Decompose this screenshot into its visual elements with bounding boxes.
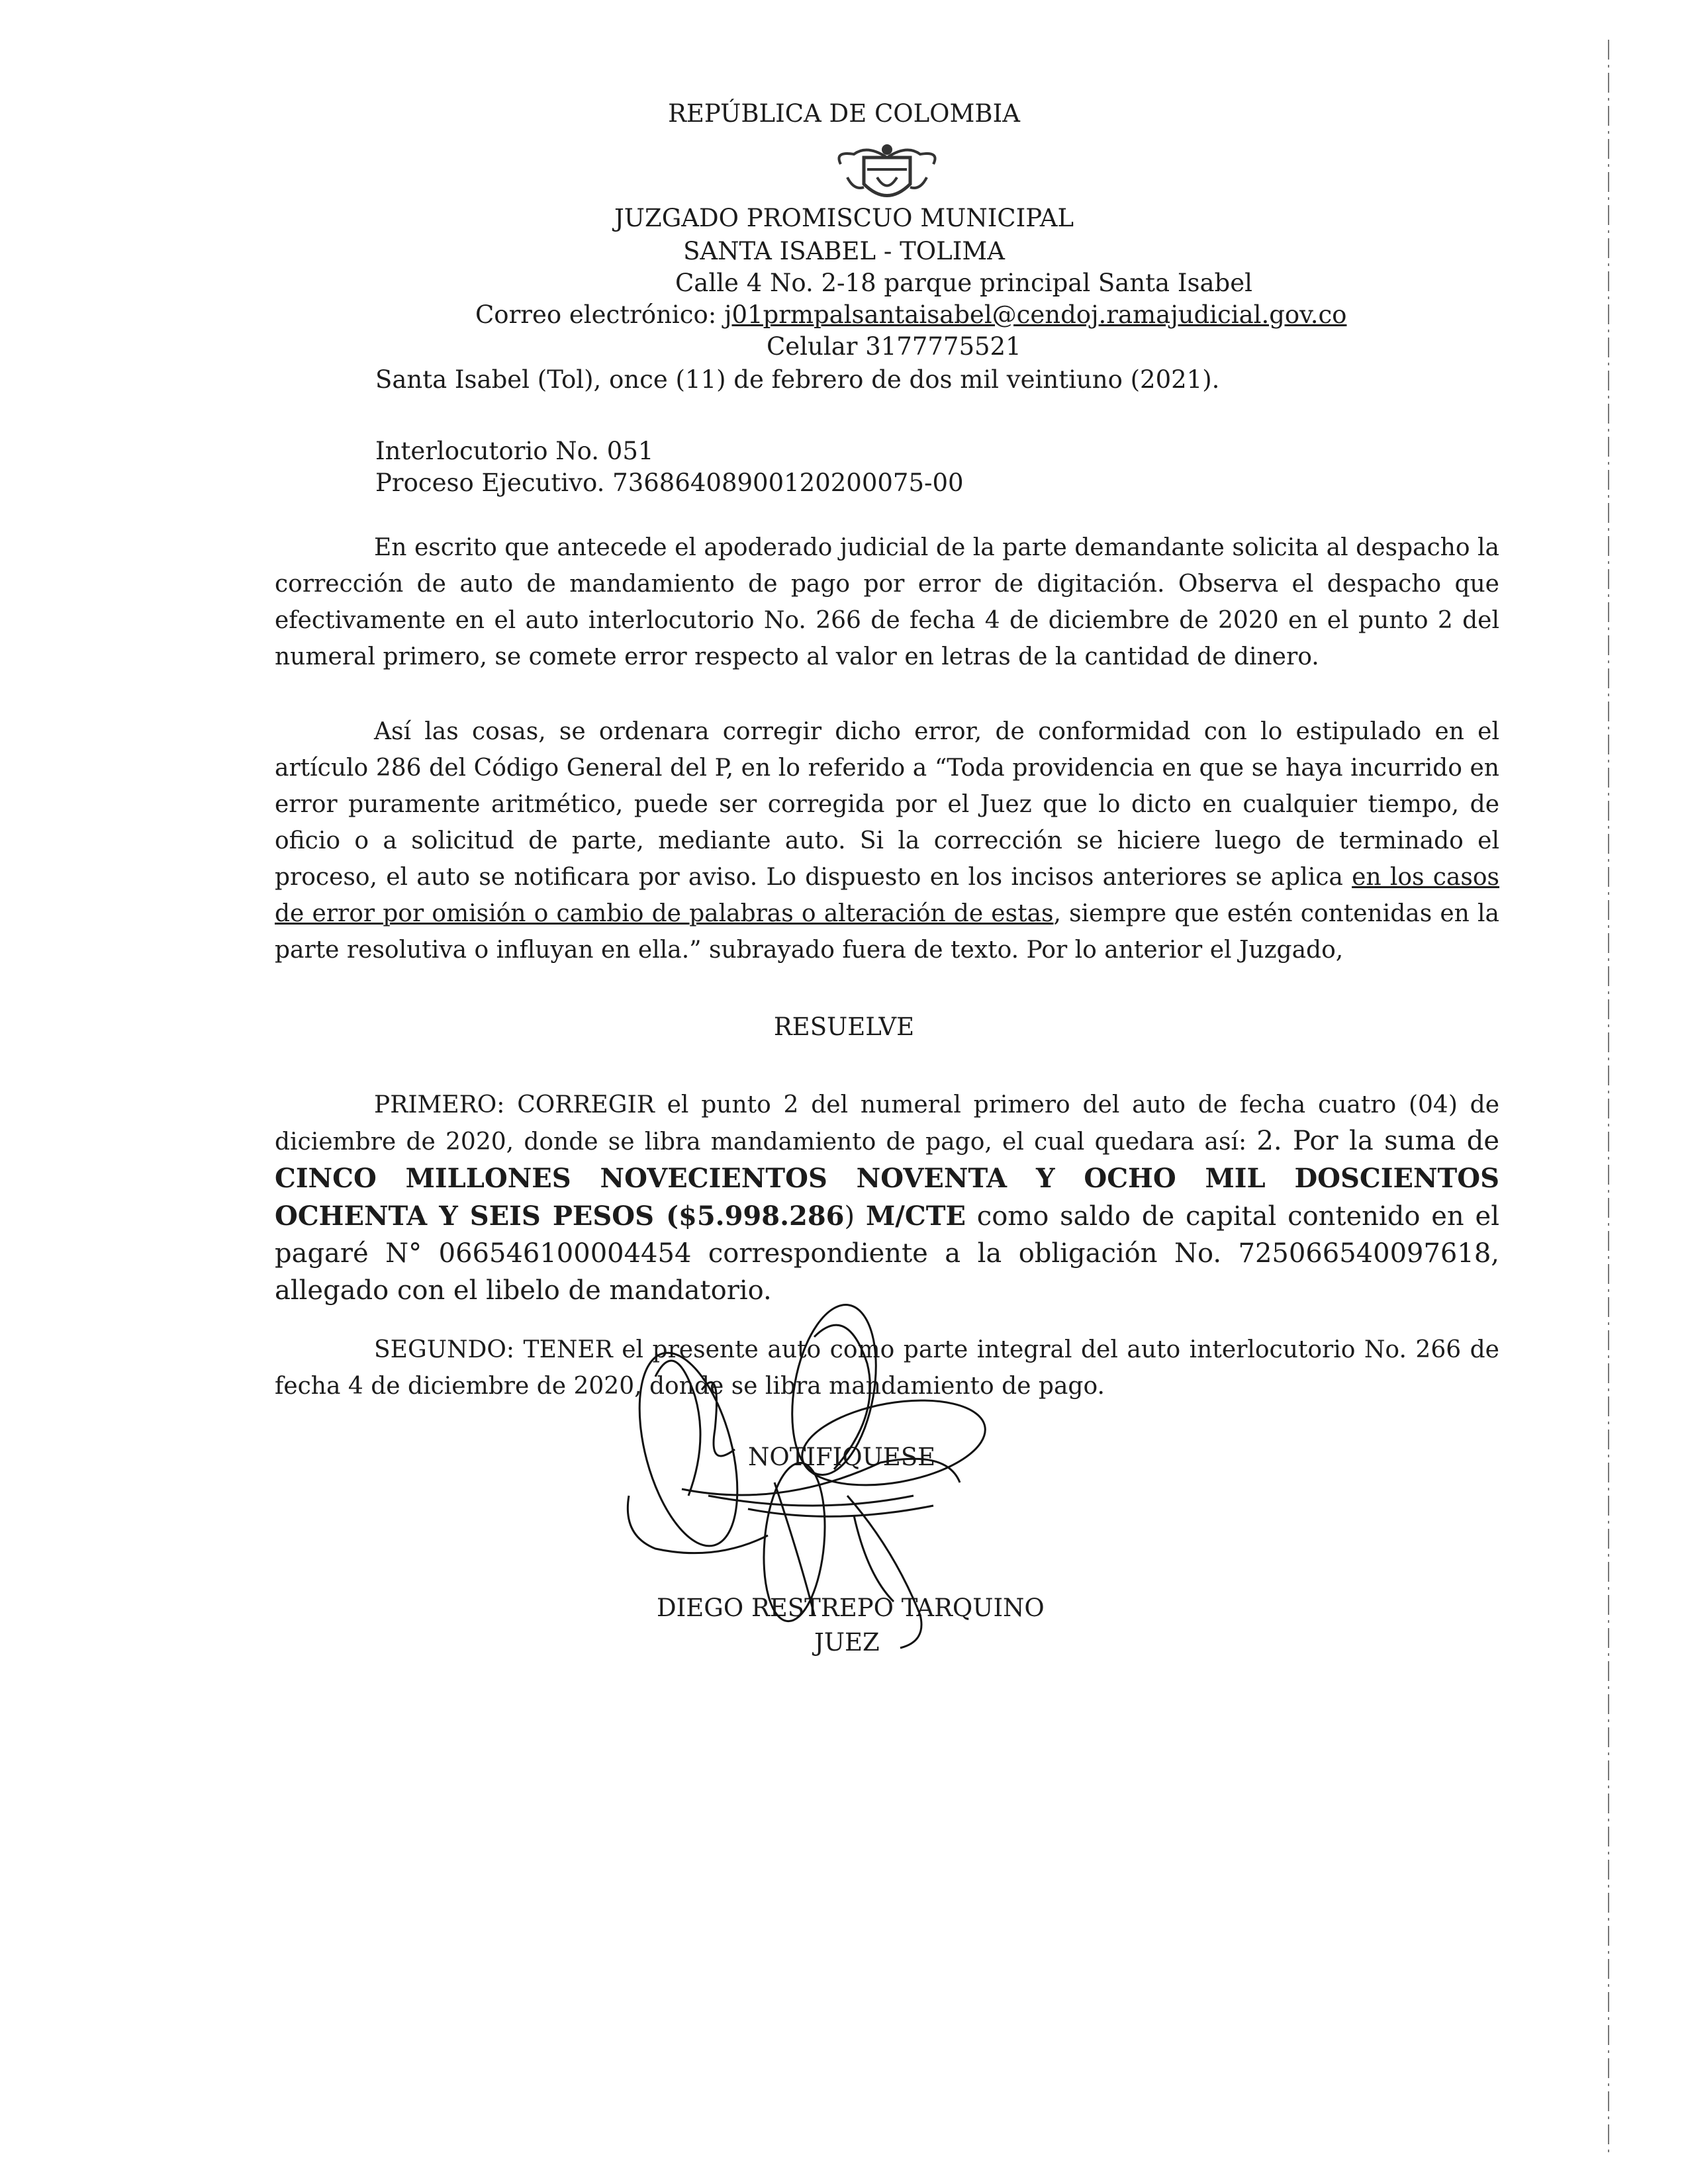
signer-role: JUEZ <box>814 1628 880 1657</box>
paragraph-primero <box>275 1087 1499 1310</box>
resuelve-heading: RESUELVE <box>773 1013 915 1041</box>
primero-text-2: 2. Por la suma de <box>1256 1126 1500 1156</box>
segundo-text: SEGUNDO: TENER el presente auto como parte integral del auto interlocutorio No. 266 de fecha 4 de diciembre de 2020, donde se libra mandamiento de pago. <box>275 1336 1499 1400</box>
notifiquese-text: NOTIFIQUESE <box>748 1443 936 1471</box>
handwritten-signature <box>616 1297 1092 1668</box>
court-name: JUZGADO PROMISCUO MUNICIPAL <box>614 204 1074 232</box>
legal-basis-underlined: en los casos de error por omisión o cambio de palabras o alteración de estas <box>275 864 1500 927</box>
scan-edge-line <box>1607 40 1610 2158</box>
legal-basis-text-1: Así las cosas, se ordenara corregir dicho error, de conformidad con lo estipulado en el artículo 286 del Código General del P, en lo referido a “Toda providencia en que se haya incurrido en error puramente aritmético, puede ser corregida por el Juez que lo dicto en cualquier tiempo, de oficio o a solicitud de parte, mediante auto. Si la corrección se hiciere luego de terminado el proceso, el auto se notificara por aviso. Lo dispuesto en los incisos anteriores se aplica <box>275 718 1499 891</box>
email-link[interactable]: j01prmpalsantaisabel@cendoj.ramajudicial.gov.co <box>724 300 1347 329</box>
primero-currency: M/CTE <box>865 1201 966 1232</box>
court-email-line <box>475 300 1346 329</box>
email-label: Correo electrónico: <box>475 300 724 329</box>
proceso-number: Proceso Ejecutivo. 73686408900120200075-00 <box>375 469 964 497</box>
paragraph-legal-basis <box>275 713 1499 968</box>
paragraph-intro-text: En escrito que antecede el apoderado judicial de la parte demandante solicita al despacho la corrección de auto de mandamiento de pago por error de digitación. Observa el despacho que efectivamente en el auto interlocutorio No. 266 de fecha 4 de diciembre de 2020 en el punto 2 del numeral primero, se comete error respecto al valor en letras de la cantidad de dinero. <box>275 534 1499 670</box>
primero-text-1: PRIMERO: CORREGIR el punto 2 del numeral primero del auto de fecha cuatro (04) de diciembre de 2020, donde se libra mandamiento de pago, el cual quedara así: <box>275 1091 1499 1156</box>
court-address: Calle 4 No. 2-18 parque principal Santa Isabel <box>675 269 1252 297</box>
interlocutorio-number: Interlocutorio No. 051 <box>375 437 654 465</box>
legal-basis-text-2: , siempre que estén contenidas en la parte resolutiva o influyan en ella.” subrayado fuera de texto. Por lo anterior el Juzgado, <box>275 900 1499 964</box>
republic-heading: REPÚBLICA DE COLOMBIA <box>668 99 1020 128</box>
court-city: SANTA ISABEL - TOLIMA <box>683 237 1005 265</box>
court-phone: Celular 3177775521 <box>767 332 1021 361</box>
primero-text-4: como saldo de capital contenido en el pagaré N° 066546100004454 correspondiente a la obligación No. 725066540097618, allegado con el libelo de mandatorio. <box>275 1201 1499 1306</box>
document-date: Santa Isabel (Tol), once (11) de febrero de dos mil veintiuno (2021). <box>375 365 1220 394</box>
paragraph-intro <box>275 529 1499 675</box>
signer-name: DIEGO RESTREPO TARQUINO <box>657 1594 1045 1622</box>
primero-text-3: ) <box>844 1201 866 1232</box>
colombia-coat-of-arms-icon <box>827 138 947 210</box>
primero-amount-words: CINCO MILLONES NOVECIENTOS NOVENTA Y OCHO MIL DOSCIENTOS OCHENTA Y SEIS PESOS ($5.998.286 <box>275 1163 1499 1232</box>
